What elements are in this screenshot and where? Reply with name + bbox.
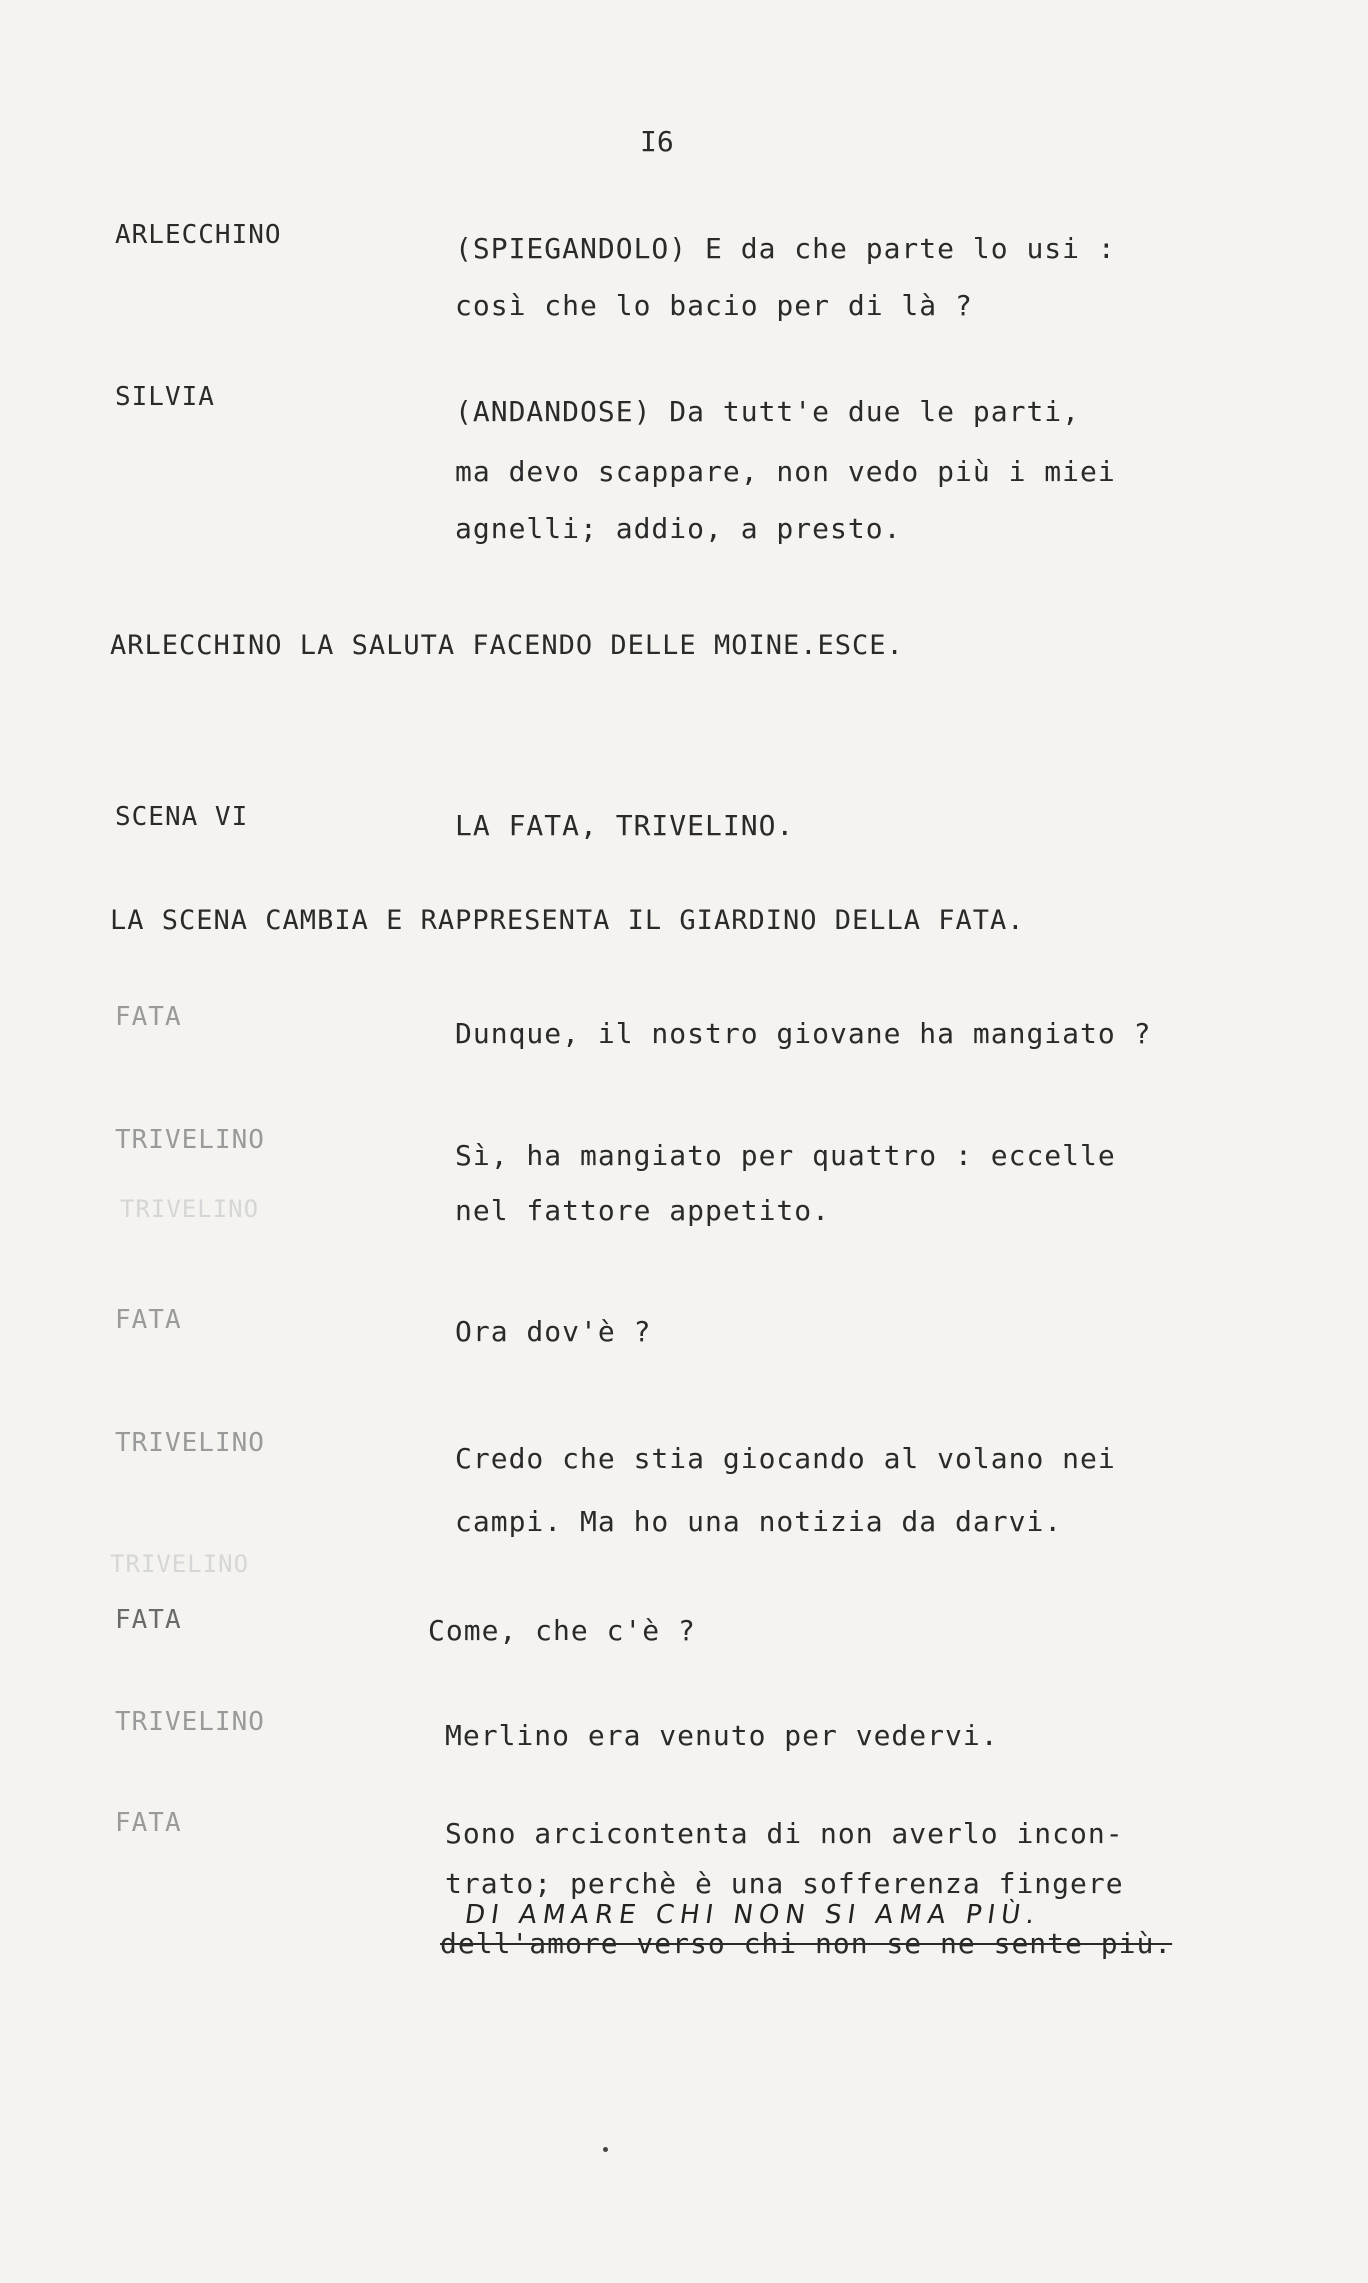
speaker-name: FATA xyxy=(115,1808,182,1838)
dialogue-line: campi. Ma ho una notizia da darvi. xyxy=(455,1505,1063,1538)
dialogue-line: Come, che c'è ? xyxy=(428,1614,696,1647)
speaker-name: ARLECCHINO xyxy=(115,220,282,250)
speaker-name: FATA xyxy=(115,1305,182,1335)
handwritten-correction: DI AMARE CHI NON SI AMA PIÙ. xyxy=(462,1900,1043,1930)
stage-direction: ARLECCHINO LA SALUTA FACENDO DELLE MOINE.ESCE. xyxy=(110,630,904,661)
speaker-name: TRIVELINO xyxy=(115,1707,265,1737)
dialogue-line: Merlino era venuto per vedervi. xyxy=(445,1719,999,1752)
dialogue-line: così che lo bacio per di là ? xyxy=(455,289,973,322)
dialogue-line: Ora dov'è ? xyxy=(455,1315,652,1348)
dialogue-line: (SPIEGANDOLO) E da che parte lo usi : xyxy=(455,232,1116,265)
scene-characters: LA FATA, TRIVELINO. xyxy=(455,809,795,842)
speaker-name: TRIVELINO xyxy=(115,1125,265,1155)
dialogue-line: agnelli; addio, a presto. xyxy=(455,512,902,545)
page-number: I6 xyxy=(640,125,674,158)
stage-direction: LA SCENA CAMBIA E RAPPRESENTA IL GIARDINO DELLA FATA. xyxy=(110,905,1025,936)
ink-mark xyxy=(603,2147,608,2152)
speaker-name: SILVIA xyxy=(115,382,215,412)
dialogue-line: Dunque, il nostro giovane ha mangiato ? xyxy=(455,1017,1152,1050)
dialogue-line: Sì, ha mangiato per quattro : eccelle xyxy=(455,1139,1116,1172)
speaker-name: FATA xyxy=(115,1002,182,1032)
struck-through-line: dell'amore verso chi non se ne sente più. xyxy=(440,1927,1173,1960)
dialogue-line: ma devo scappare, non vedo più i miei xyxy=(455,455,1116,488)
show-through-text: TRIVELINO xyxy=(120,1195,260,1223)
dialogue-line: Credo che stia giocando al volano nei xyxy=(455,1442,1116,1475)
scene-heading: SCENA VI xyxy=(115,802,249,832)
dialogue-line: trato; perchè è una sofferenza fingere xyxy=(445,1867,1124,1900)
speaker-name: FATA xyxy=(115,1605,182,1635)
show-through-text: TRIVELINO xyxy=(110,1550,250,1578)
dialogue-line: (ANDANDOSE) Da tutt'e due le parti, xyxy=(455,395,1081,428)
dialogue-line: Sono arcicontenta di non averlo incon- xyxy=(445,1817,1124,1850)
dialogue-line: nel fattore appetito. xyxy=(455,1194,831,1227)
speaker-name: TRIVELINO xyxy=(115,1428,265,1458)
